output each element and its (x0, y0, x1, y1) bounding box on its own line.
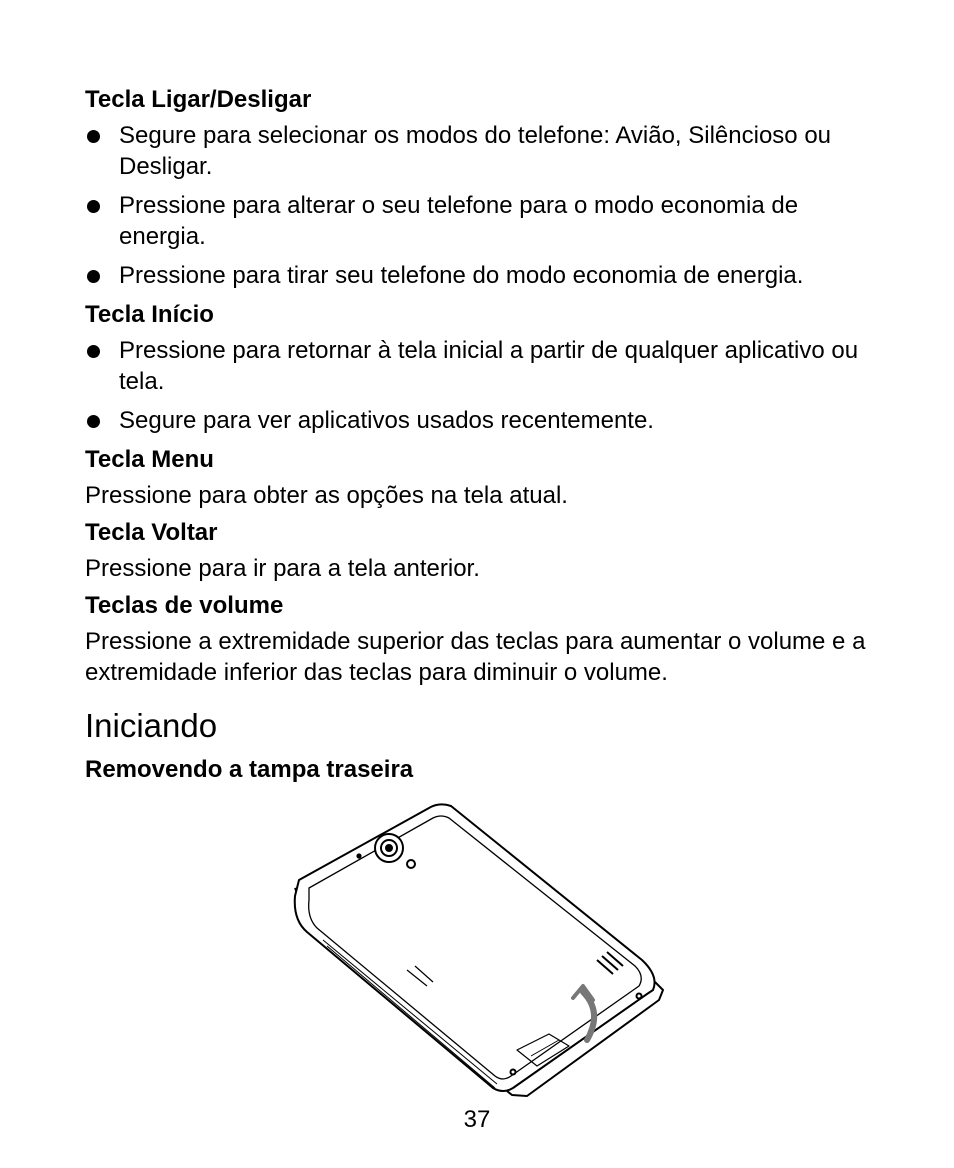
bullet-icon (87, 200, 100, 213)
list-item: Segure para selecionar os modos do telefone: Avião, Silêncioso ou Desligar. (85, 120, 885, 182)
list-item: Segure para ver aplicativos usados recentemente. (85, 405, 885, 436)
document-page (85, 84, 885, 790)
power-key-heading: Tecla Ligar/Desligar (85, 86, 312, 113)
list-item: Pressione para retornar à tela inicial a partir de qualquer aplicativo ou tela. (85, 335, 885, 397)
volume-keys-heading: Teclas de volume (85, 592, 284, 619)
menu-key-text: Pressione para obter as opções na tela atual. (85, 482, 568, 509)
list-item: Pressione para alterar o seu telefone para o modo economia de energia. (85, 190, 885, 252)
phone-illustration-svg (287, 800, 667, 1100)
camera-center (386, 845, 392, 851)
bullet-icon (87, 345, 100, 358)
page-number: 37 (463, 1106, 491, 1133)
power-key-list (85, 120, 885, 291)
bullet-icon (87, 130, 100, 143)
home-key-heading: Tecla Início (85, 301, 214, 328)
bullet-icon (87, 270, 100, 283)
list-item: Pressione para tirar seu telefone do modo economia de energia. (85, 260, 885, 291)
phone-back-cover-illustration (287, 800, 667, 1100)
back-key-heading: Tecla Voltar (85, 519, 218, 546)
remove-cover-heading: Removendo a tampa traseira (85, 756, 414, 783)
menu-key-heading: Tecla Menu (85, 446, 214, 473)
home-key-list (85, 335, 885, 436)
section-title: Iniciando (85, 707, 218, 744)
bullet-icon (87, 415, 100, 428)
mic-hole-icon (357, 854, 360, 857)
volume-keys-text: Pressione a extremidade superior das teclas para aumentar o volume e a extremidade inferior das teclas para diminuir o volume. (85, 628, 866, 686)
back-cover-outline (295, 804, 655, 1091)
back-key-text: Pressione para ir para a tela anterior. (85, 555, 480, 582)
